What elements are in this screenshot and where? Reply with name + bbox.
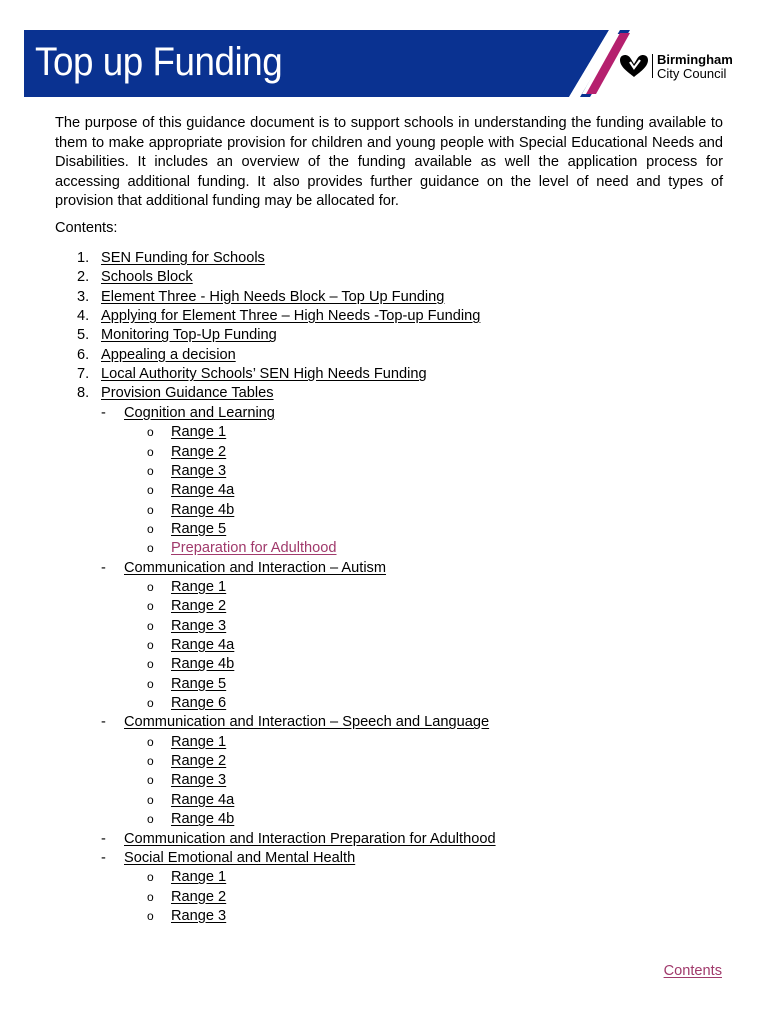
toc-item bbox=[0, 249, 768, 268]
toc-link[interactable]: Social Emotional and Mental Health bbox=[124, 849, 356, 866]
contents-footer-link[interactable]: Contents bbox=[663, 963, 722, 979]
toc-link[interactable]: Range 1 bbox=[171, 733, 227, 750]
toc-link[interactable]: Range 2 bbox=[171, 598, 227, 615]
list-number: 7. bbox=[77, 366, 90, 383]
toc-item bbox=[0, 617, 768, 636]
toc-link[interactable]: Provision Guidance Tables bbox=[101, 385, 274, 402]
toc-item bbox=[0, 791, 768, 810]
bullet-marker: o bbox=[147, 425, 154, 440]
toc-item bbox=[0, 288, 768, 307]
bullet-marker: o bbox=[147, 618, 154, 633]
toc-item bbox=[0, 559, 768, 578]
toc-item bbox=[0, 694, 768, 713]
intro-paragraph: The purpose of this guidance document is to support schools in understanding the funding available to them to make appropriate provision for children and young people with Special Educational Needs and Disabilities. It includes an overview of the funding available as well the application process for accessing additional funding. It also provides further guidance on the level of need and types of provision that additional funding may be allocated for. bbox=[55, 115, 723, 209]
bullet-marker: o bbox=[147, 657, 154, 672]
toc-item bbox=[0, 384, 768, 403]
bullet-marker: o bbox=[147, 792, 154, 807]
bullet-marker: o bbox=[147, 676, 154, 691]
bullet-marker: o bbox=[147, 483, 154, 498]
toc-link[interactable]: Range 1 bbox=[171, 424, 227, 441]
toc-item bbox=[0, 810, 768, 829]
toc-item bbox=[0, 771, 768, 790]
bullet-marker: o bbox=[147, 463, 154, 478]
toc-link[interactable]: Range 4b bbox=[171, 656, 235, 673]
toc-item bbox=[0, 365, 768, 384]
toc-link[interactable]: Range 4a bbox=[171, 637, 235, 653]
toc-item bbox=[0, 655, 768, 674]
logo-text-city-council: City Council bbox=[657, 66, 727, 81]
list-number: 3. bbox=[77, 288, 90, 305]
toc-link[interactable]: Range 2 bbox=[171, 443, 227, 460]
toc-item bbox=[0, 539, 768, 558]
toc-item bbox=[0, 501, 768, 520]
toc-link[interactable]: Preparation for Adulthood bbox=[171, 540, 337, 557]
bullet-marker: o bbox=[147, 502, 154, 517]
bullet-marker: o bbox=[147, 734, 154, 749]
toc-item bbox=[0, 404, 768, 423]
toc-link[interactable]: Range 4b bbox=[171, 501, 235, 518]
toc-link[interactable]: Range 3 bbox=[171, 462, 227, 479]
toc-link[interactable]: Range 4a bbox=[171, 791, 235, 808]
toc-link[interactable]: Range 5 bbox=[171, 520, 227, 537]
toc-link[interactable]: Range 3 bbox=[171, 907, 227, 924]
toc-item bbox=[0, 326, 768, 345]
toc-item bbox=[0, 481, 768, 500]
bullet-marker: o bbox=[147, 870, 154, 885]
dash-marker: - bbox=[101, 849, 106, 866]
toc-link[interactable]: Monitoring Top-Up Funding bbox=[101, 327, 277, 344]
list-number: 6. bbox=[77, 346, 90, 363]
toc-link[interactable]: Range 2 bbox=[171, 888, 227, 905]
toc-link[interactable]: Element Three - High Needs Block – Top Up Funding bbox=[101, 288, 445, 305]
toc-item bbox=[0, 713, 768, 732]
toc-item bbox=[0, 462, 768, 481]
toc-item bbox=[0, 733, 768, 752]
toc-item bbox=[0, 868, 768, 887]
bullet-marker: o bbox=[147, 599, 154, 614]
toc-item bbox=[0, 830, 768, 849]
toc-item bbox=[0, 443, 768, 462]
bullet-marker: o bbox=[147, 696, 154, 711]
page-header bbox=[24, 30, 744, 97]
toc-link[interactable]: Range 4a bbox=[171, 482, 235, 499]
bullet-marker: o bbox=[147, 908, 154, 923]
toc-item bbox=[0, 907, 768, 926]
toc-item bbox=[0, 423, 768, 442]
bullet-marker: o bbox=[147, 579, 154, 594]
toc-link[interactable]: Local Authority Schools’ SEN High Needs Funding bbox=[101, 366, 427, 383]
bullet-marker: o bbox=[147, 889, 154, 904]
heart-logo-icon bbox=[618, 54, 650, 78]
dash-marker: - bbox=[101, 404, 106, 421]
bullet-marker: o bbox=[147, 541, 154, 556]
toc-link[interactable]: Range 1 bbox=[171, 869, 227, 886]
toc-link[interactable]: SEN Funding for Schools bbox=[101, 250, 265, 266]
toc-link[interactable]: Range 5 bbox=[171, 675, 227, 692]
list-number: 5. bbox=[77, 327, 90, 344]
toc-link[interactable]: Cognition and Learning bbox=[124, 404, 275, 421]
toc-item bbox=[0, 268, 768, 287]
toc-item bbox=[0, 849, 768, 868]
contents-label: Contents: bbox=[55, 220, 118, 236]
toc-item bbox=[0, 752, 768, 771]
dash-marker: - bbox=[101, 559, 106, 576]
toc-link[interactable]: Schools Block bbox=[101, 269, 193, 286]
toc-item bbox=[0, 888, 768, 907]
list-number: 4. bbox=[77, 308, 90, 325]
toc-item bbox=[0, 597, 768, 616]
dash-marker: - bbox=[101, 830, 106, 847]
bullet-marker: o bbox=[147, 638, 154, 652]
toc-item bbox=[0, 636, 768, 655]
toc-item bbox=[0, 520, 768, 539]
bullet-marker: o bbox=[147, 773, 154, 788]
toc-link[interactable]: Communication and Interaction – Autism bbox=[124, 559, 387, 576]
toc-link[interactable]: Range 6 bbox=[171, 695, 227, 712]
list-number: 8. bbox=[77, 385, 90, 402]
dash-marker: - bbox=[101, 714, 106, 731]
toc-link[interactable]: Range 4b bbox=[171, 811, 235, 828]
toc-item bbox=[0, 578, 768, 597]
toc-link[interactable]: Communication and Interaction – Speech and Language bbox=[124, 714, 490, 731]
toc-item bbox=[0, 346, 768, 365]
toc-link[interactable]: Range 2 bbox=[171, 753, 227, 770]
bullet-marker: o bbox=[147, 812, 154, 827]
logo-text-birmingham: Birmingham bbox=[657, 52, 733, 67]
bullet-marker: o bbox=[147, 754, 154, 769]
bullet-marker: o bbox=[147, 444, 154, 459]
list-number: 1. bbox=[77, 250, 90, 266]
toc-item bbox=[0, 675, 768, 694]
bullet-marker: o bbox=[147, 521, 154, 536]
birmingham-city-council-logo bbox=[618, 52, 748, 82]
toc-link[interactable]: Range 3 bbox=[171, 772, 227, 789]
toc-item bbox=[0, 307, 768, 326]
toc-link[interactable]: Range 3 bbox=[171, 617, 227, 634]
page-title: Top up Funding bbox=[35, 40, 283, 84]
toc-link[interactable]: Communication and Interaction Preparation for Adulthood bbox=[124, 830, 496, 847]
toc-link[interactable]: Appealing a decision bbox=[101, 346, 236, 363]
toc-link[interactable]: Range 1 bbox=[171, 578, 227, 595]
toc-link[interactable]: Applying for Element Three – High Needs -Top-up Funding bbox=[101, 308, 481, 325]
list-number: 2. bbox=[77, 269, 90, 286]
